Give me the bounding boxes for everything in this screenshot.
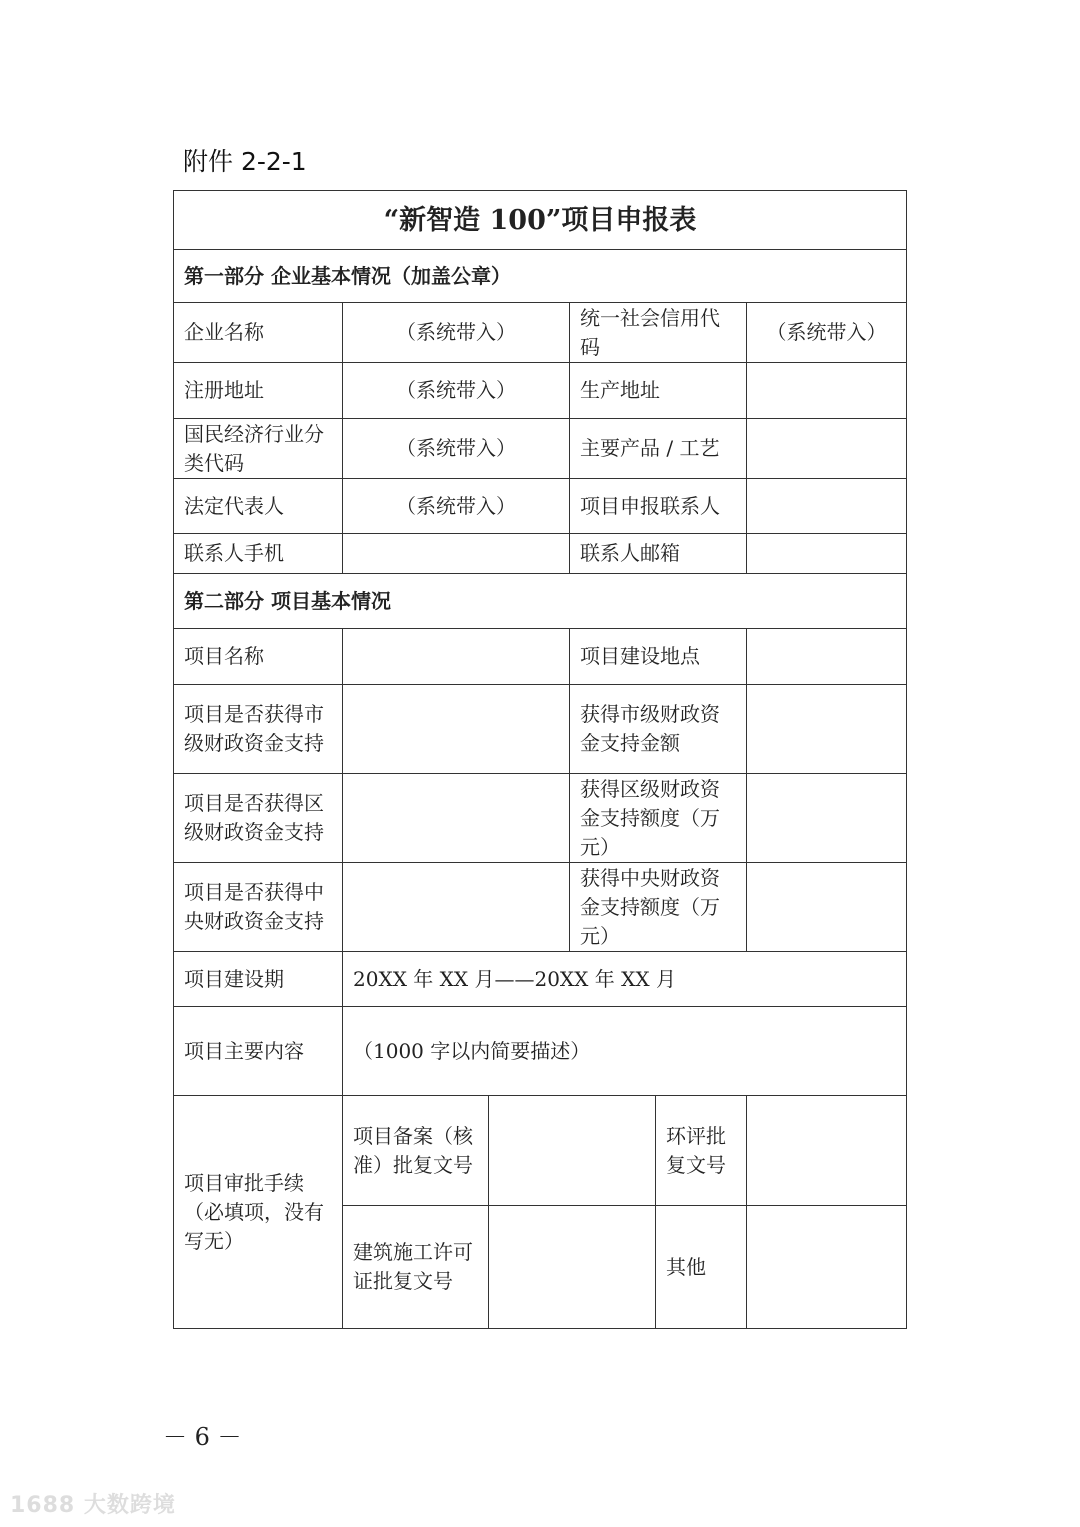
watermark-logo: 1688 大数跨境: [10, 1493, 176, 1518]
cell-text: 项目名称: [184, 644, 264, 668]
cell-text: 联系人手机: [184, 541, 284, 565]
watermark-text: 大数跨境: [83, 1493, 176, 1518]
cell-text: 国民经济行业分类代码: [184, 421, 324, 475]
attachment-label: 附件 2-2-1: [183, 147, 307, 176]
field-input[interactable]: [746, 684, 907, 774]
field-label: [655, 1205, 747, 1329]
field-input[interactable]: [746, 362, 907, 419]
cell-text: （系统带入）: [396, 320, 516, 344]
cell-text: 20XX 年 XX 月——20XX 年 XX 月: [353, 966, 676, 991]
field-label: [173, 862, 343, 952]
field-input[interactable]: [342, 862, 570, 952]
cell-text: （1000 字以内简要描述）: [353, 1038, 591, 1063]
cell-text: 生产地址: [580, 378, 660, 402]
cell-text: （系统带入）: [766, 320, 887, 344]
cell-text: （系统带入）: [396, 493, 516, 518]
cell-text: 获得区级财政资金支持额度（万元）: [580, 776, 720, 859]
field-label: [569, 628, 747, 685]
cell-text: 第一部分 企业基本情况（加盖公章）: [184, 263, 511, 288]
cell-text: 主要产品 / 工艺: [580, 436, 720, 460]
cell-text: 项目备案（核准）批复文号: [353, 1123, 473, 1177]
section-heading: [173, 249, 907, 303]
cell-text: 项目申报联系人: [580, 493, 720, 518]
cell-text: 项目主要内容: [184, 1038, 304, 1063]
cell-text: （系统带入）: [396, 436, 516, 460]
field-input[interactable]: [746, 773, 907, 863]
field-label: [569, 862, 747, 952]
field-label: [569, 773, 747, 863]
field-label: [569, 418, 747, 479]
field-input[interactable]: [342, 684, 570, 774]
field-value: [342, 951, 907, 1007]
field-label: [173, 478, 343, 534]
cell-text: 项目建设期: [184, 966, 284, 991]
field-value: [342, 478, 570, 534]
field-input[interactable]: [342, 628, 570, 685]
field-label: [342, 1095, 489, 1206]
field-label: [173, 773, 343, 863]
cell-text: 联系人邮箱: [580, 541, 680, 565]
field-label: [569, 478, 747, 534]
cell-text: 项目审批手续（必填项，没有写无）: [184, 1170, 324, 1253]
field-value: [342, 418, 570, 479]
field-input[interactable]: [488, 1205, 656, 1329]
field-label: [173, 418, 343, 479]
field-input[interactable]: [488, 1095, 656, 1206]
field-label: [173, 302, 343, 363]
cell-text: 获得中央财政资金支持额度（万元）: [580, 865, 720, 948]
field-label: [655, 1095, 747, 1206]
field-label: [173, 533, 343, 574]
field-label: [173, 628, 343, 685]
cell-text: 项目是否获得中央财政资金支持: [184, 880, 324, 933]
cell-text: 其他: [666, 1254, 706, 1279]
cell-text: （系统带入）: [396, 378, 516, 402]
field-input[interactable]: [746, 418, 907, 479]
cell-text: 项目建设地点: [580, 644, 700, 668]
cell-text: 企业名称: [184, 320, 264, 344]
cell-text: 注册地址: [184, 378, 264, 402]
field-input[interactable]: [342, 773, 570, 863]
cell-text: 统一社会信用代码: [580, 305, 720, 359]
field-label: [342, 1205, 489, 1329]
page-number: － 6 －: [163, 1423, 242, 1451]
field-value: [342, 1006, 907, 1096]
field-value: [342, 362, 570, 419]
field-input[interactable]: [746, 1205, 907, 1329]
field-input[interactable]: [746, 862, 907, 952]
field-label: [569, 684, 747, 774]
field-input[interactable]: [746, 533, 907, 574]
cell-text: 项目是否获得区级财政资金支持: [184, 791, 324, 844]
section-heading: [173, 573, 907, 629]
field-label: [173, 1006, 343, 1096]
field-input[interactable]: [746, 628, 907, 685]
cell-text: “新智造 100”项目申报表: [383, 204, 697, 236]
cell-text: 获得市级财政资金支持金额: [580, 702, 720, 755]
cell-text: 环评批复文号: [666, 1123, 726, 1177]
field-value: [342, 302, 570, 363]
cell-text: 建筑施工许可证批复文号: [353, 1240, 473, 1293]
field-label: [569, 533, 747, 574]
field-input[interactable]: [746, 1095, 907, 1206]
field-label: [173, 1095, 343, 1329]
field-label: [173, 684, 343, 774]
field-input[interactable]: [342, 533, 570, 574]
field-input[interactable]: [746, 478, 907, 534]
cell-text: 第二部分 项目基本情况: [184, 588, 391, 613]
field-label: [173, 362, 343, 419]
form-title: [173, 190, 907, 250]
field-value: [746, 302, 907, 363]
field-label: [569, 302, 747, 363]
cell-text: 法定代表人: [184, 493, 284, 518]
field-label: [569, 362, 747, 419]
cell-text: 项目是否获得市级财政资金支持: [184, 702, 324, 755]
field-label: [173, 951, 343, 1007]
